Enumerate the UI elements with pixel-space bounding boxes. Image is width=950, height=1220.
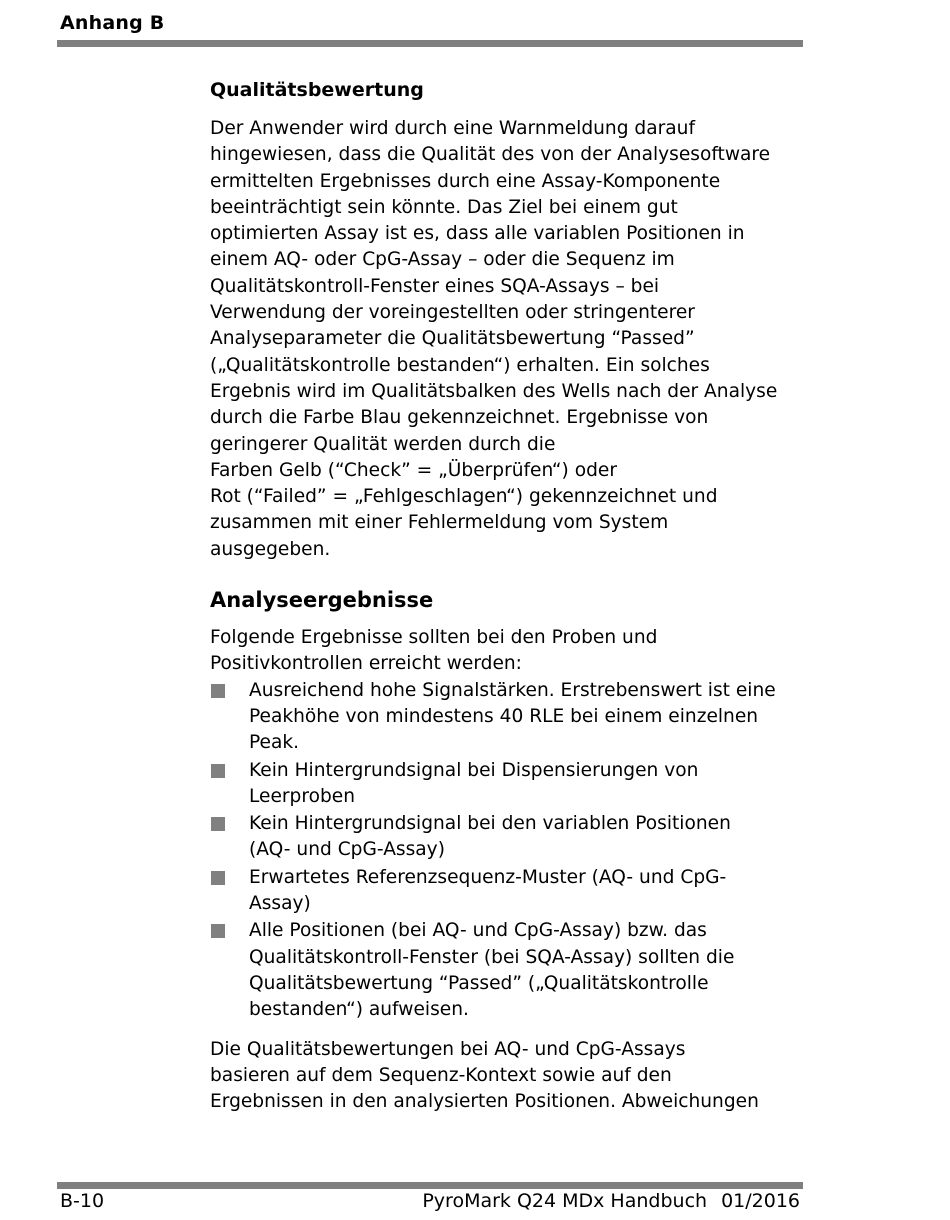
list-item: [210, 918, 810, 1023]
results-bullet-list: [210, 678, 810, 1024]
quality-line: ausgegeben.: [210, 538, 331, 560]
results-intro-line: Positivkontrollen erreicht werden:: [210, 653, 522, 675]
bullet-line: Qualitätskontroll-Fenster (bei SQA-Assay) sollten die: [249, 946, 735, 968]
square-bullet-icon: [211, 871, 225, 885]
results-intro-line: Folgende Ergebnisse sollten bei den Proben und: [210, 627, 658, 649]
results-heading: Analyseergebnisse: [210, 588, 434, 613]
bullet-line: Kein Hintergrundsignal bei Dispensierungen von: [249, 759, 699, 781]
quality-line: optimierten Assay ist es, dass alle variablen Positionen in: [210, 223, 745, 245]
doc-date: 01/2016: [721, 1190, 800, 1212]
quality-line: („Qualitätskontrolle bestanden“) erhalten. Ein solches: [210, 354, 710, 376]
bullet-line: bestanden“) aufweisen.: [249, 999, 469, 1021]
bullet-line: Peak.: [249, 732, 300, 754]
quality-line: Der Anwender wird durch eine Warnmeldung darauf: [210, 118, 695, 139]
section-gap: [210, 563, 810, 585]
bullet-line: Peakhöhe von mindestens 40 RLE bei einem einzelnen: [249, 705, 759, 727]
bullet-line: Qualitätsbewertung “Passed” („Qualitätskontrolle: [249, 972, 709, 994]
footer-rule: [57, 1182, 803, 1189]
page-content: [210, 76, 810, 1115]
quality-line: einem AQ- oder CpG-Assay – oder die Sequenz im: [210, 249, 675, 271]
section-label: Anhang B: [60, 12, 165, 34]
quality-line: Verwendung der voreingestellten oder stringenterer: [210, 302, 695, 324]
quality-paragraph: [210, 116, 810, 563]
list-item: [210, 678, 810, 757]
bullet-line: Assay): [249, 893, 311, 915]
bullet-line: Ausreichend hohe Signalstärken. Erstrebenswert ist eine: [249, 679, 776, 701]
square-bullet-icon: [211, 684, 225, 698]
header-rule: [57, 40, 803, 47]
quality-line: Qualitätskontroll-Fenster eines SQA-Assays – bei: [210, 275, 660, 297]
square-bullet-icon: [211, 764, 225, 778]
bullet-line: (AQ- und CpG-Assay): [249, 839, 445, 861]
list-item: [210, 865, 810, 918]
quality-line: ermittelten Ergebnisses durch eine Assay-Komponente: [210, 170, 721, 192]
quality-line: zusammen mit einer Fehlermeldung vom System: [210, 512, 669, 534]
closing-line: Die Qualitätsbewertungen bei AQ- und CpG-Assays: [210, 1038, 686, 1060]
quality-line: Ergebnis wird im Qualitätsbalken des Wells nach der Analyse: [210, 380, 778, 402]
quality-line: Analyseparameter die Qualitätsbewertung “Passed”: [210, 328, 695, 350]
bullet-line: Erwartetes Referenzsequenz-Muster (AQ- und CpG-: [249, 866, 727, 888]
list-item: [210, 811, 810, 864]
bullet-line: Alle Positionen (bei AQ- und CpG-Assay) bzw. das: [249, 920, 707, 942]
quality-line: geringerer Qualität werden durch die: [210, 433, 556, 455]
bullet-line: Leerproben: [249, 785, 355, 807]
page-number: B-10: [60, 1190, 105, 1212]
list-item: [210, 758, 810, 811]
quality-line: hingewiesen, dass die Qualität des von der Analysesoftware: [210, 144, 771, 166]
quality-line: Rot (“Failed” = „Fehlgeschlagen“) gekennzeichnet und: [210, 486, 718, 508]
quality-line: Farben Gelb (“Check” = „Überprüfen“) oder: [210, 459, 617, 481]
quality-line: durch die Farbe Blau gekennzeichnet. Ergebnisse von: [210, 407, 709, 429]
quality-heading: Qualitätsbewertung: [210, 79, 424, 101]
results-closing: [210, 1037, 810, 1116]
square-bullet-icon: [211, 924, 225, 938]
square-bullet-icon: [211, 817, 225, 831]
quality-line: beeinträchtigt sein könnte. Das Ziel bei einem gut: [210, 196, 678, 218]
results-intro: [210, 625, 810, 678]
paragraph-gap: [210, 1025, 810, 1037]
closing-line: basieren auf dem Sequenz-Kontext sowie auf den: [210, 1064, 672, 1086]
doc-title: PyroMark Q24 MDx Handbuch: [422, 1190, 708, 1212]
closing-line: Ergebnissen in den analysierten Positionen. Abweichungen: [210, 1091, 759, 1113]
bullet-line: Kein Hintergrundsignal bei den variablen Positionen: [249, 813, 731, 835]
footer-doc-info: [422, 1190, 800, 1212]
